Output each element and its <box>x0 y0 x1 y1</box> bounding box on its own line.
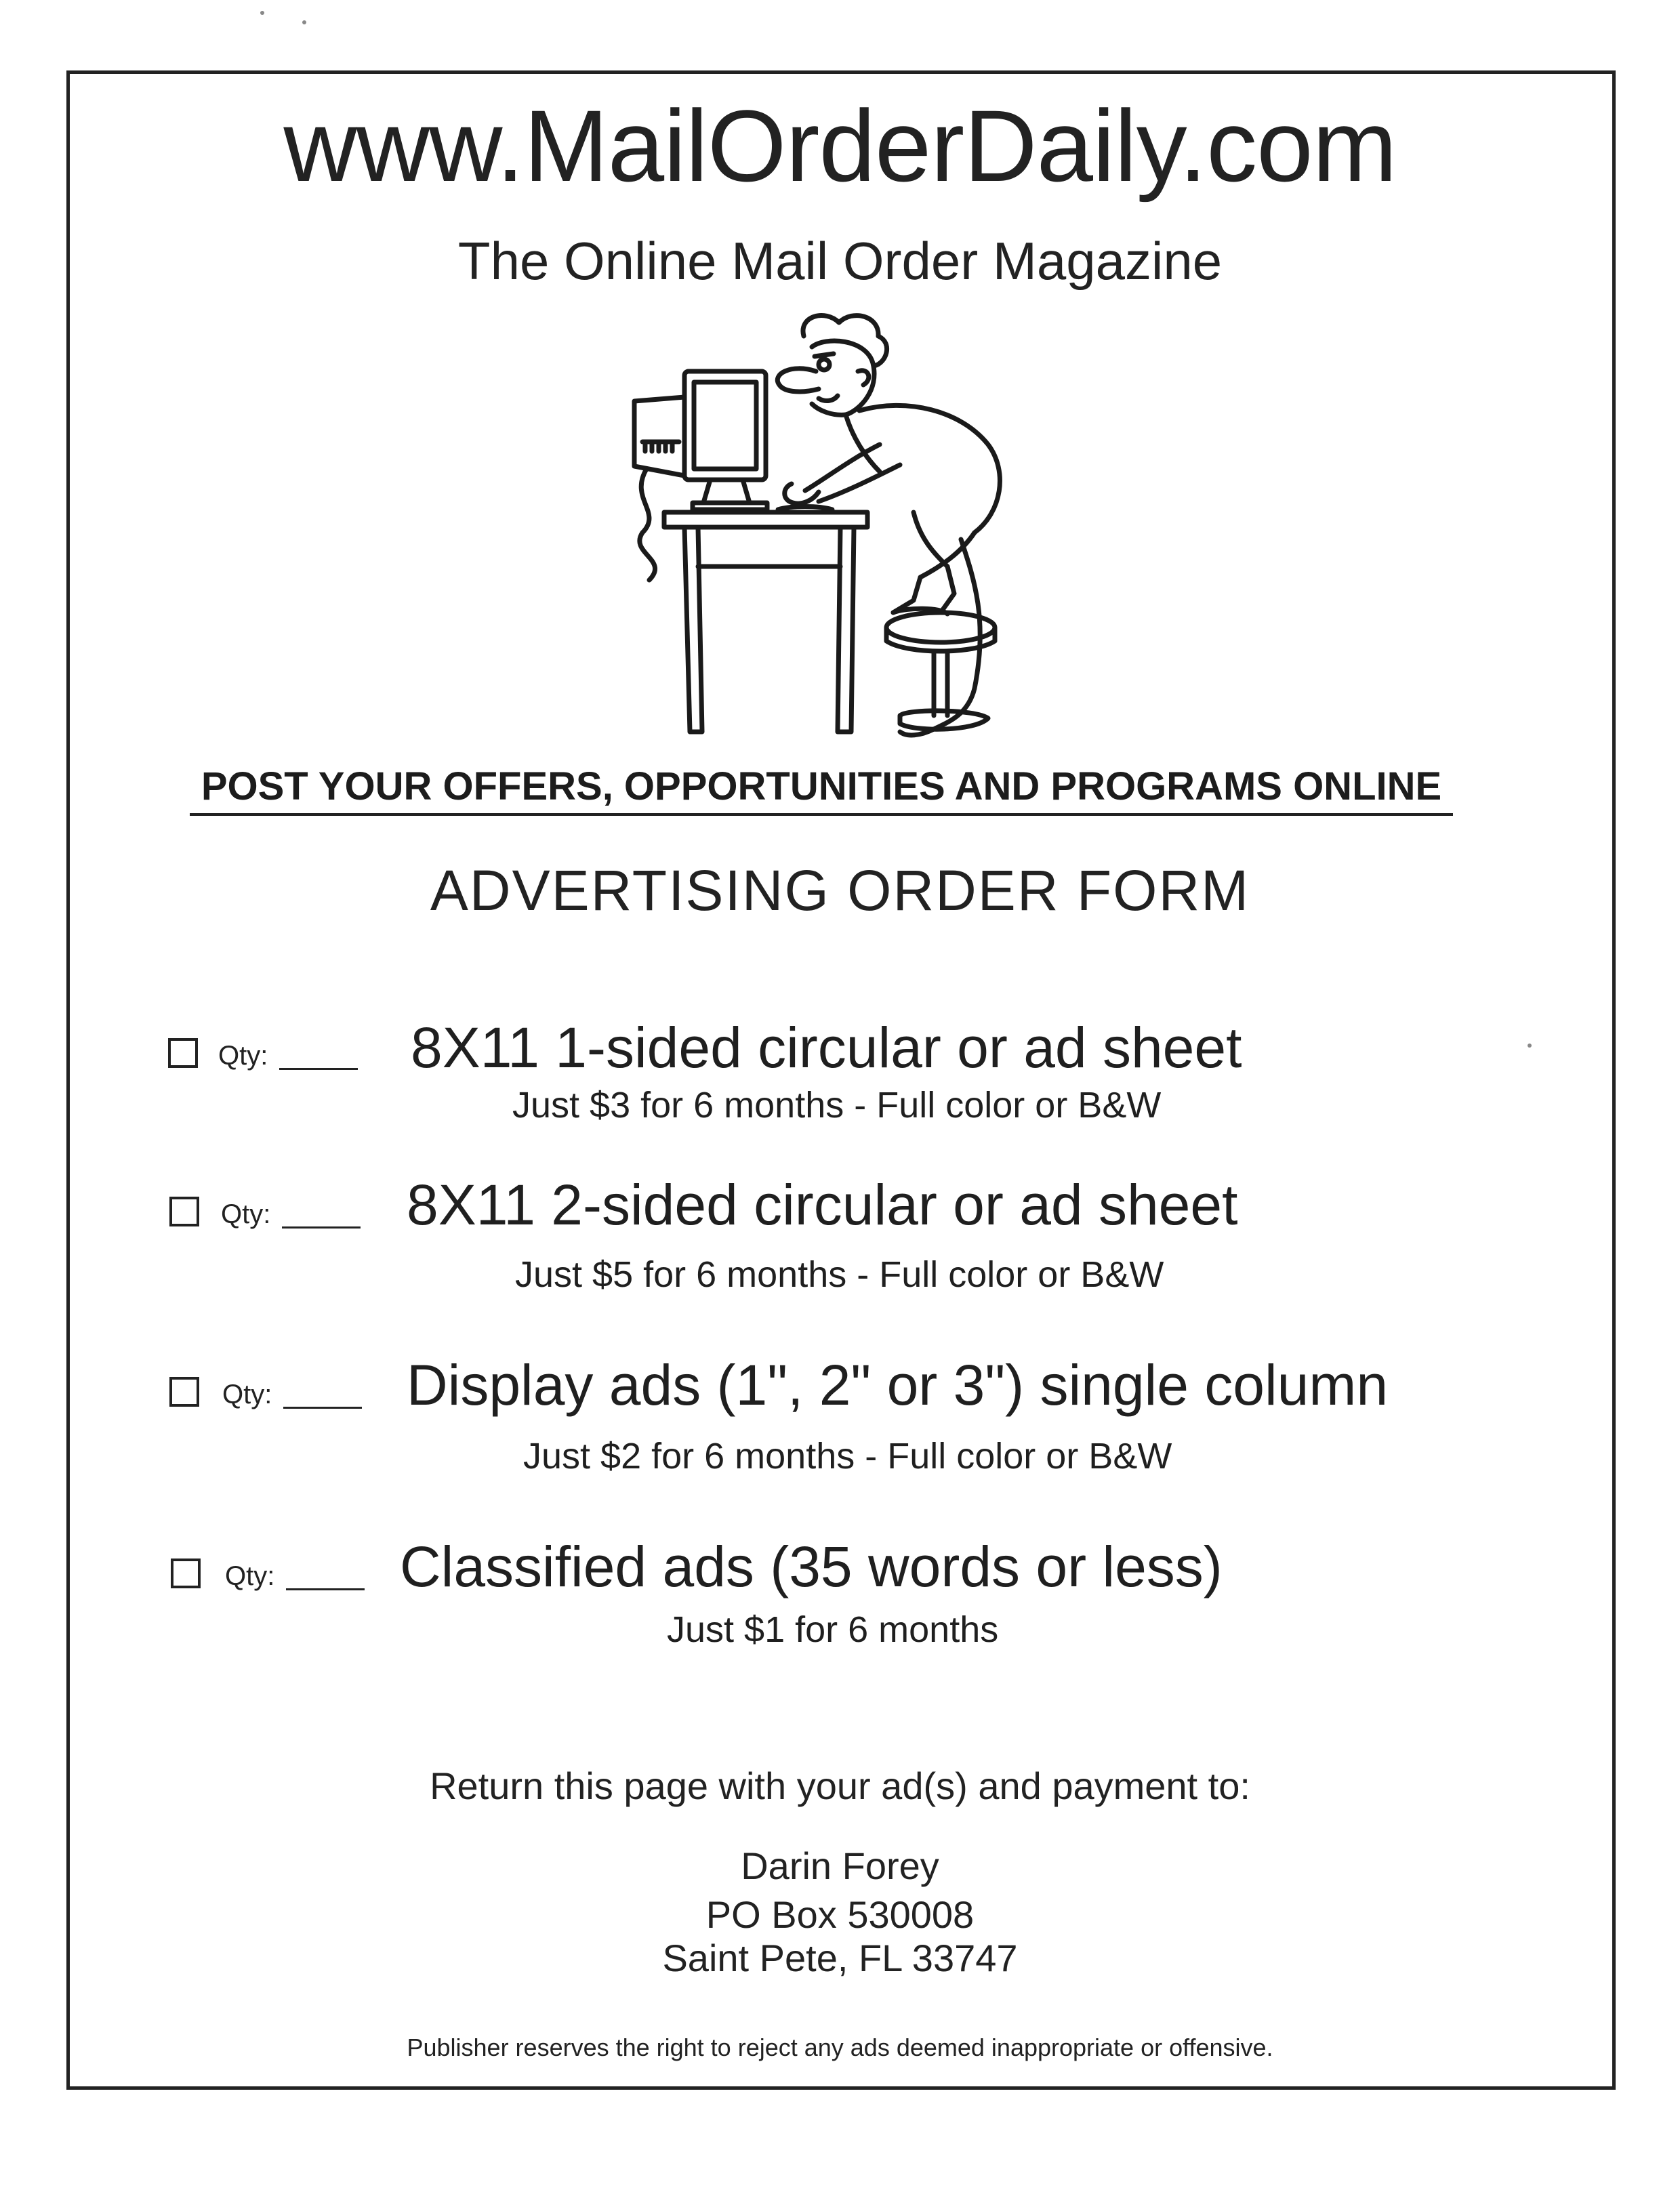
option-price: Just $2 for 6 months - Full color or B&W <box>523 1436 1172 1477</box>
option-title: 8X11 2-sided circular or ad sheet <box>407 1173 1238 1237</box>
option-checkbox[interactable] <box>171 1559 201 1588</box>
qty-label: Qty: <box>218 1041 268 1071</box>
option-title: Display ads (1", 2" or 3") single column <box>407 1353 1389 1417</box>
tagline: The Online Mail Order Magazine <box>457 231 1223 291</box>
man-at-computer-illustration <box>622 309 1097 756</box>
return-instruction: Return this page with your ad(s) and payment to: <box>430 1764 1250 1807</box>
qty-input-line[interactable] <box>286 1588 365 1590</box>
headline: POST YOUR OFFERS, OPPORTUNITIES AND PROGRAMS ONLINE <box>201 764 1442 808</box>
option-checkbox[interactable] <box>169 1377 199 1407</box>
qty-input-line[interactable] <box>279 1068 358 1070</box>
option-title: Classified ads (35 words or less) <box>400 1535 1223 1598</box>
form-title: ADVERTISING ORDER FORM <box>430 859 1250 922</box>
qty-input-line[interactable] <box>282 1226 361 1229</box>
option-checkbox[interactable] <box>168 1038 198 1068</box>
address-line-1: PO Box 530008 <box>705 1893 975 1936</box>
qty-label: Qty: <box>222 1380 272 1409</box>
scan-speck <box>302 20 306 24</box>
option-checkbox[interactable] <box>169 1197 199 1226</box>
option-title: 8X11 1-sided circular or ad sheet <box>411 1016 1242 1079</box>
qty-label: Qty: <box>221 1199 271 1229</box>
site-title: www.MailOrderDaily.com <box>283 89 1397 203</box>
option-price: Just $3 for 6 months - Full color or B&W <box>512 1085 1162 1126</box>
disclaimer: Publisher reserves the right to reject any ads deemed inappropriate or offensive. <box>407 2034 1273 2061</box>
option-price: Just $5 for 6 months - Full color or B&W <box>515 1254 1164 1295</box>
recipient-name: Darin Forey <box>741 1844 939 1887</box>
scan-speck <box>260 11 264 15</box>
option-price: Just $1 for 6 months <box>667 1609 999 1650</box>
qty-label: Qty: <box>225 1561 275 1591</box>
desk-icon <box>664 507 867 732</box>
headline-underline <box>190 813 1453 816</box>
qty-input-line[interactable] <box>283 1407 362 1409</box>
address-line-2: Saint Pete, FL 33747 <box>662 1937 1018 1979</box>
